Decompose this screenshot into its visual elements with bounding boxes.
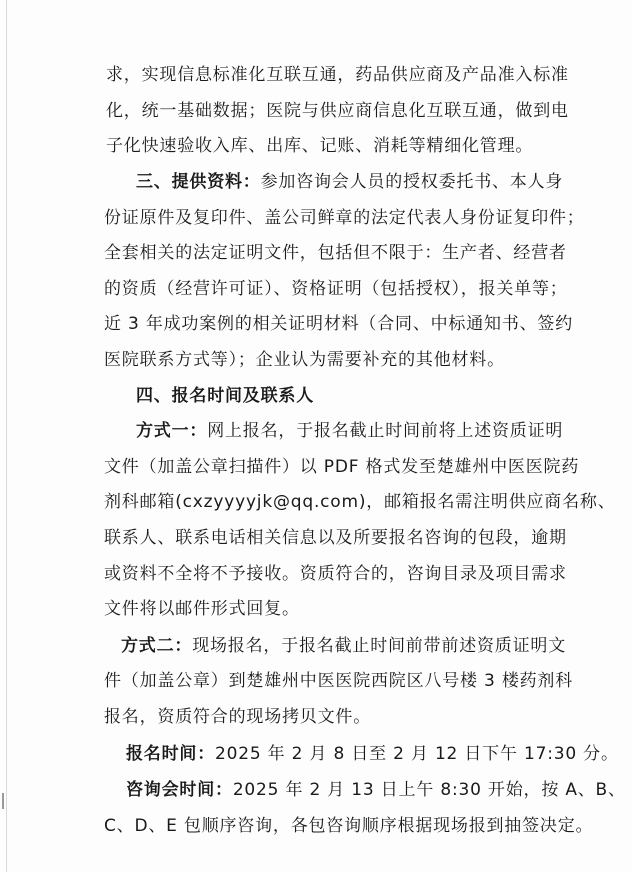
body-text: 网上报名，于报名截止时间前将上述资质证明 xyxy=(207,421,564,441)
body-text: 文件（加盖公章扫描件）以 PDF 格式发至楚雄州中医医院药 xyxy=(104,457,580,477)
registration-time-value: 2025 年 2 月 8 日至 2 月 12 日下午 17:30 分。 xyxy=(215,744,619,764)
consultation-time-line xyxy=(0,772,632,808)
body-text: 的资质（经营许可证）、资格证明（包括授权），报关单等； xyxy=(104,279,568,299)
body-text: 报名，资质符合的现场拷贝文件。 xyxy=(104,707,371,727)
text-line-8 xyxy=(0,306,632,342)
method-2-label: 方式二： xyxy=(121,636,193,656)
text-line-6 xyxy=(0,235,632,271)
text-line-16 xyxy=(0,591,632,627)
text-line-13 xyxy=(0,484,632,520)
text-line-18 xyxy=(0,663,632,699)
body-text: 文件将以邮件形式回复。 xyxy=(104,599,300,619)
section-3-heading-line xyxy=(0,164,632,200)
section-3-heading: 三、提供资料： xyxy=(136,172,261,192)
text-line-22 xyxy=(0,808,632,844)
text-line-3 xyxy=(0,128,632,164)
text-line-5 xyxy=(0,200,632,236)
text-line-2 xyxy=(0,93,632,129)
body-text: 现场报名，于报名截止时间前带前述资质证明文 xyxy=(192,636,567,656)
section-4-heading-line xyxy=(0,378,632,414)
text-line-12 xyxy=(0,449,632,485)
text-line-9 xyxy=(0,342,632,378)
section-4-heading: 四、报名时间及联系人 xyxy=(136,386,314,406)
text-line-1 xyxy=(0,57,632,93)
consultation-time-label: 咨询会时间： xyxy=(126,780,233,800)
body-text: 剂科邮箱(cxzyyyyjk@qq.com)，邮箱报名需注明供应商名称、 xyxy=(104,492,616,512)
method-1-label: 方式一： xyxy=(136,421,208,441)
body-text: 份证原件及复印件、盖公司鲜章的法定代表人身份证复印件； xyxy=(104,208,585,228)
body-text: 件（加盖公章）到楚雄州中医医院西院区八号楼 3 楼药剂科 xyxy=(104,671,574,691)
body-text: 医院联系方式等）；企业认为需要补充的其他材料。 xyxy=(104,350,505,370)
body-text: 近 3 年成功案例的相关证明材料（合同、中标通知书、签约 xyxy=(104,314,574,334)
body-text: 化，统一基础数据；医院与供应商信息化互联互通，做到电 xyxy=(106,101,569,121)
text-line-15 xyxy=(0,556,632,592)
method-1-line xyxy=(0,413,632,449)
body-text: 求，实现信息标准化互联互通，药品供应商及产品准入标准 xyxy=(106,65,569,85)
body-text: 子化快速验收入库、出库、记账、消耗等精细化管理。 xyxy=(106,136,534,156)
body-text: C、D、E 包顺序咨询，各包咨询顺序根据现场报到抽签决定。 xyxy=(104,816,594,836)
body-text: 全套相关的法定证明文件，包括但不限于：生产者、经营者 xyxy=(104,243,567,263)
body-text: 联系人、联系电话相关信息以及所要报名咨询的包段，逾期 xyxy=(104,528,567,548)
consultation-time-value: 2025 年 2 月 13 日上午 8:30 开始，按 A、B、 xyxy=(232,780,626,800)
text-line-14 xyxy=(0,520,632,556)
text-line-19 xyxy=(0,699,632,735)
body-text: 参加咨询会人员的授权委托书、本人身 xyxy=(260,172,564,192)
method-2-line xyxy=(0,628,632,664)
text-line-7 xyxy=(0,271,632,307)
registration-time-label: 报名时间： xyxy=(126,744,215,764)
registration-time-line xyxy=(0,736,632,772)
body-text: 或资料不全将不予接收。资质符合的，咨询目录及项目需求 xyxy=(104,564,567,584)
